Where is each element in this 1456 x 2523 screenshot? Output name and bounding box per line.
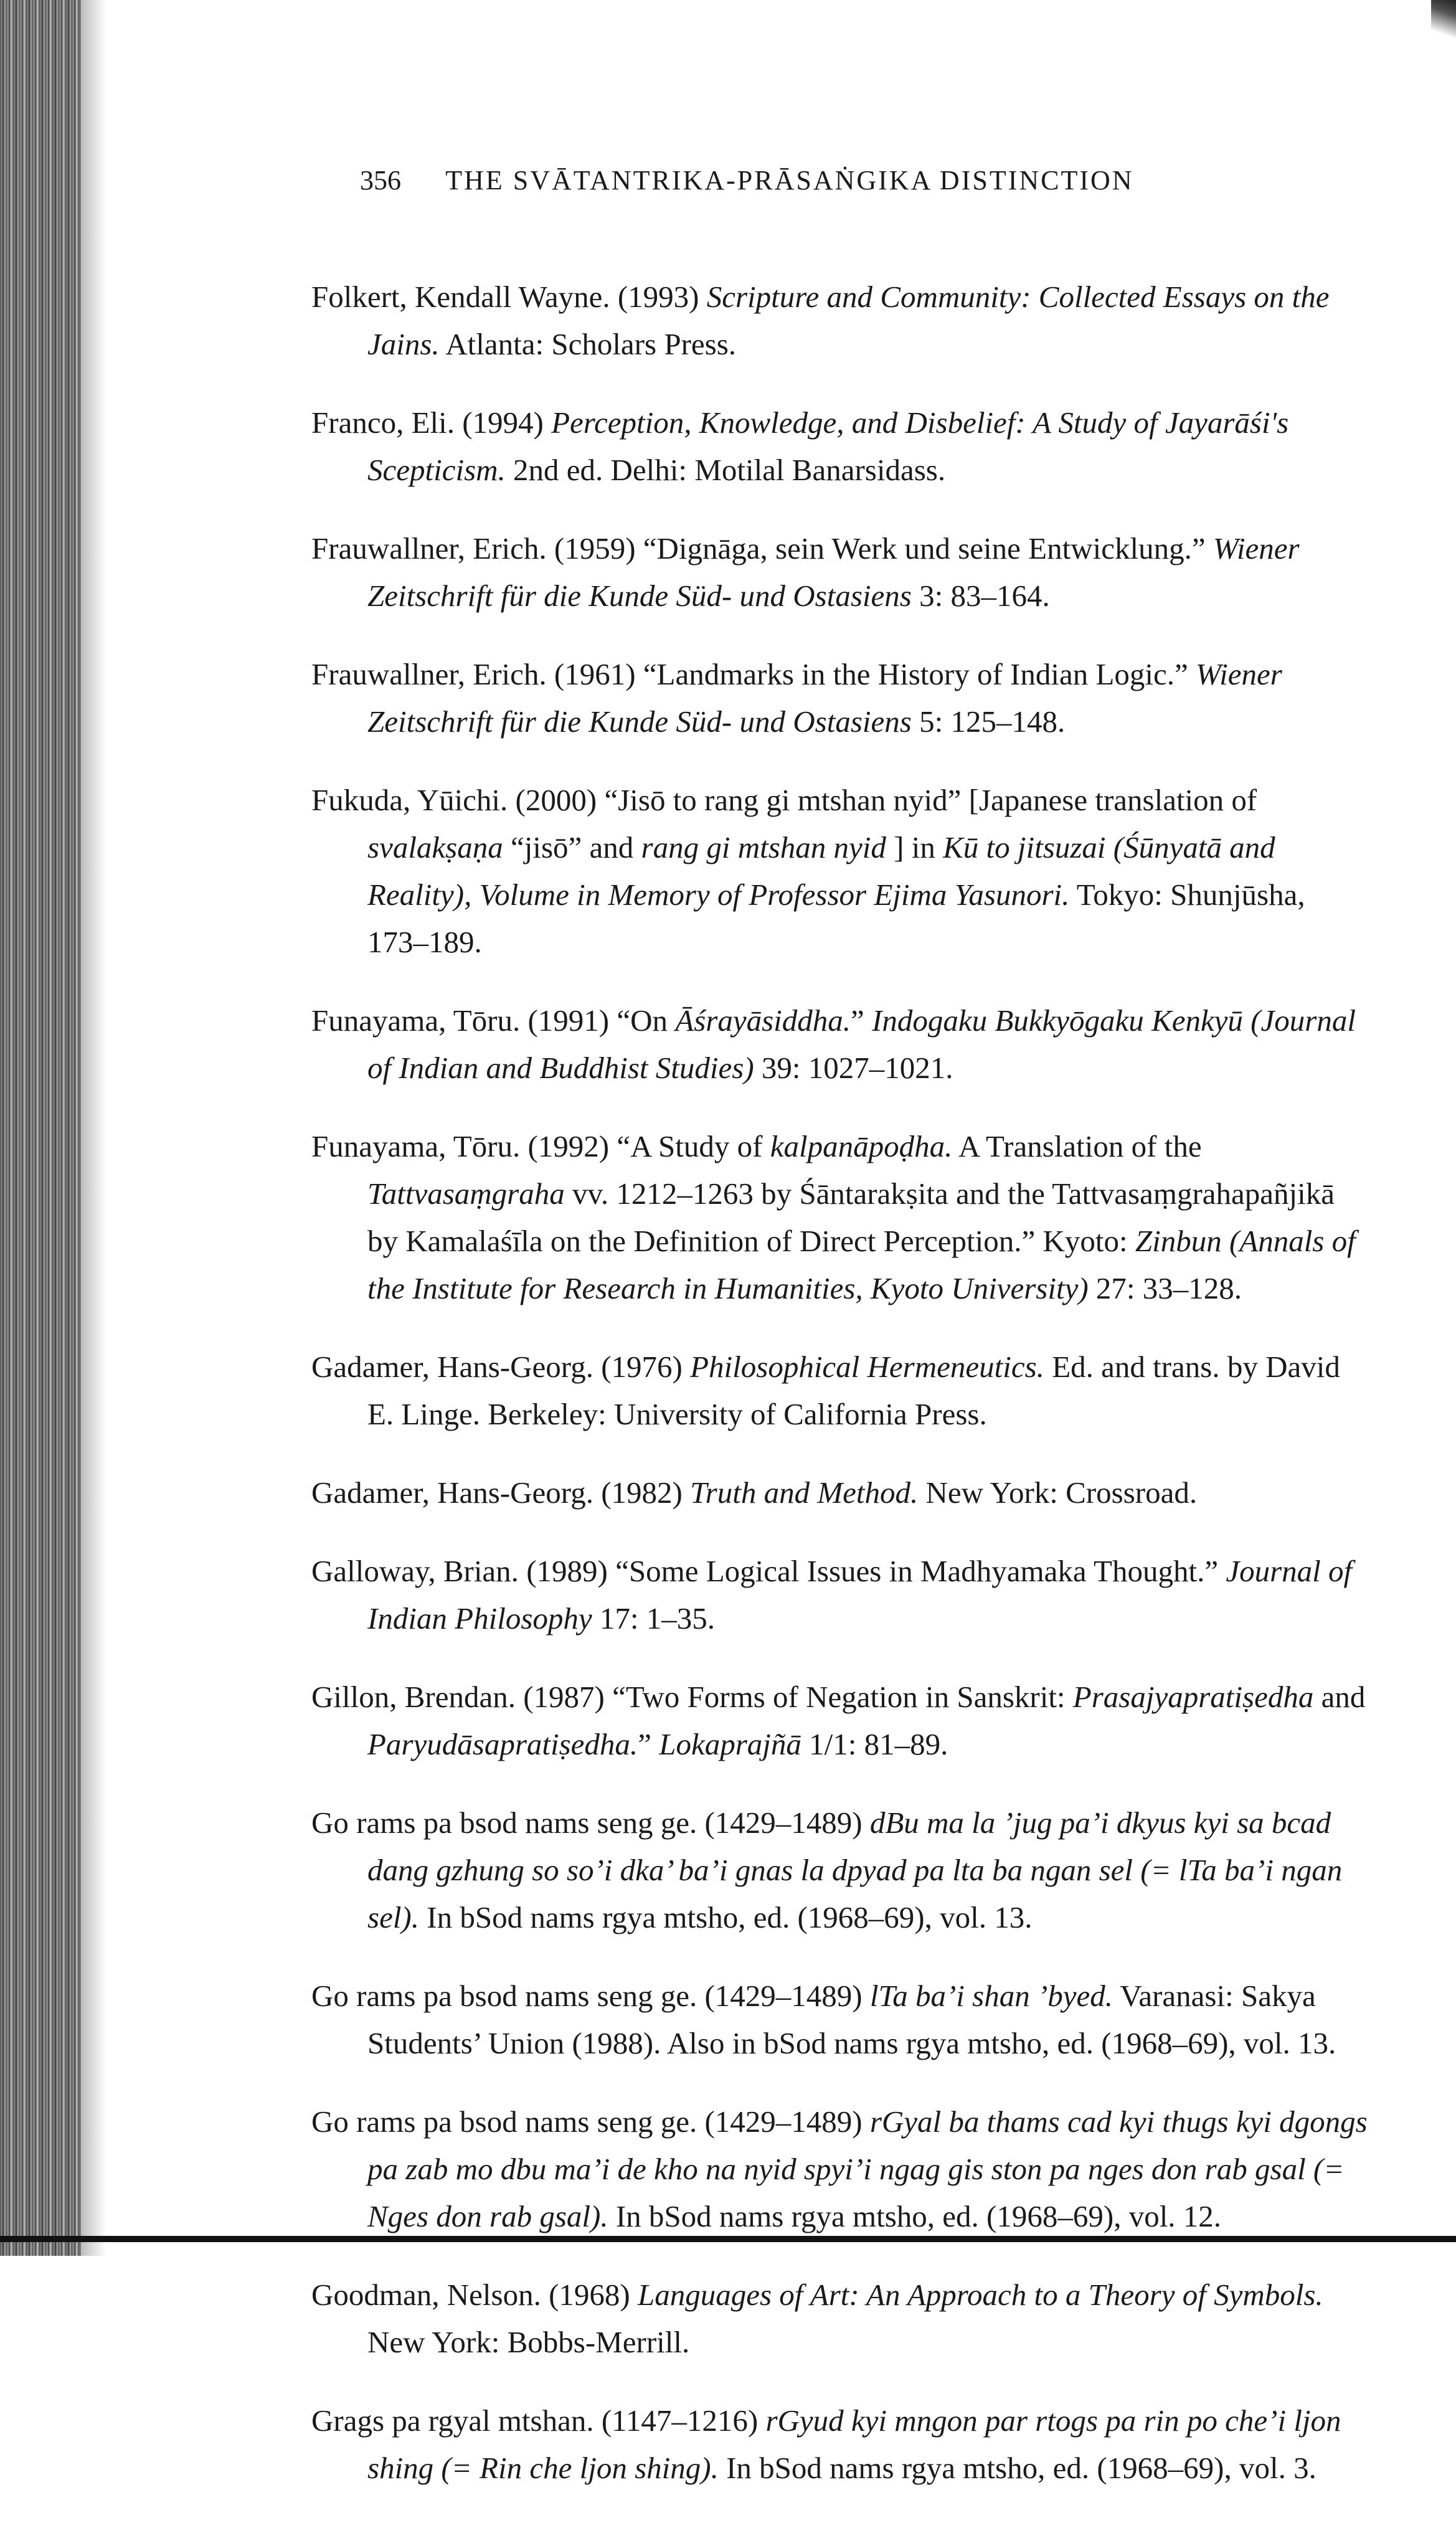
entry-year: (1429–1489)	[704, 1806, 863, 1840]
entry-mid: and	[1321, 1680, 1366, 1714]
entry-rest: New York: Bobbs-Merrill.	[367, 2325, 690, 2359]
entry-author: Goodman, Nelson.	[311, 2278, 541, 2312]
entry-title: Philosophical Hermeneutics.	[690, 1350, 1044, 1384]
entry-title3: Lokaprajñā	[659, 1727, 801, 1761]
bibliography-entry	[311, 651, 1370, 746]
entry-title2: rang gi mtshan nyid	[641, 830, 886, 864]
entry-author: Gillon, Brendan.	[311, 1680, 516, 1714]
running-title: THE SVĀTANTRIKA-PRĀSAṄGIKA DISTINCTION	[445, 165, 1134, 196]
entry-mid2: ”	[638, 1727, 651, 1761]
entry-rest: Varanasi: Sakya Students’ Union (1988). Also in bSod nams rgya mtsho, ed. (1968–69), vol. 13.	[367, 1979, 1336, 2060]
entry-title: Journal of Indian Philosophy	[367, 1554, 1353, 1635]
scan-corner-mark	[1431, 0, 1456, 56]
entry-year: (1989)	[526, 1554, 608, 1588]
entry-year: (1968)	[549, 2278, 630, 2312]
entry-title: rGyal ba thams cad kyi thugs kyi dgongs pa zab mo dbu ma’i de kho na nyid spyi’i ngag gis ston pa nges don rab gsal (= Nges don rab gsal).	[367, 2104, 1368, 2233]
entry-title: Truth and Method.	[690, 1475, 919, 1510]
bibliography-entry	[311, 1123, 1370, 1312]
entry-author: Franco, Eli.	[311, 405, 455, 440]
entry-rest: 2nd ed. Delhi: Motilal Banarsidass.	[513, 453, 946, 487]
bibliography-entry	[311, 273, 1370, 368]
entry-title2: Paryudāsapratiṣedha.	[367, 1727, 638, 1761]
entry-rest: Atlanta: Scholars Press.	[445, 327, 737, 361]
entry-year: (1147–1216)	[601, 2403, 759, 2438]
bibliography-entry	[311, 2397, 1370, 2492]
bibliography-entry	[311, 525, 1370, 620]
entry-author: Frauwallner, Erich.	[311, 657, 547, 691]
entry-year: (2000)	[515, 783, 597, 817]
entry-title2: Indogaku Bukkyōgaku Kenkyū (Journal of Indian and Buddhist Studies)	[367, 1003, 1356, 1085]
bibliography-entry	[311, 2271, 1370, 2366]
entry-title3: Zinbun (Annals of the Institute for Research in Humanities, Kyoto University)	[367, 1224, 1356, 1305]
entry-mid: A Translation of the	[958, 1129, 1202, 1163]
entry-rest: 3: 83–164.	[919, 579, 1050, 613]
entry-title: rGyud kyi mngon par rtogs pa rin po che’i ljon shing (= Rin che ljon shing).	[367, 2403, 1341, 2485]
entry-author: Gadamer, Hans-Georg.	[311, 1350, 593, 1384]
entry-year: (1993)	[617, 280, 699, 314]
entry-year: (1994)	[462, 405, 544, 440]
entry-author: Fukuda, Yūichi.	[311, 783, 508, 817]
entry-title: Perception, Knowledge, and Disbelief: A Study of Jayarāśi's Scepticism.	[367, 405, 1289, 487]
entry-year: (1976)	[601, 1350, 683, 1384]
entry-author: Folkert, Kendall Wayne.	[311, 280, 610, 314]
bibliography-entry	[311, 2098, 1370, 2240]
entry-pre: “Two Forms of Negation in Sanskrit:	[612, 1680, 1066, 1714]
entry-pre: “Some Logical Issues in Madhyamaka Thought.”	[615, 1554, 1219, 1588]
entry-mid2: ] in	[894, 830, 935, 864]
entry-mid: “jisō” and	[511, 830, 634, 864]
entry-rest: New York: Crossroad.	[925, 1475, 1198, 1510]
entry-title: dBu ma la ’jug pa’i dkyus kyi sa bcad dang gzhung so so’i dka’ ba’i gnas la dpyad pa lta ba ngan sel (= lTa ba’i ngan sel).	[367, 1806, 1343, 1934]
bibliography-entry	[311, 1673, 1370, 1768]
entry-rest: In bSod nams rgya mtsho, ed. (1968–69), vol. 12.	[615, 2199, 1222, 2233]
entry-author: Go rams pa bsod nams seng ge.	[311, 1979, 697, 2013]
entry-rest: 39: 1027–1021.	[761, 1051, 953, 1085]
entry-title: svalakṣaṇa	[367, 830, 503, 864]
entry-pre: “Jisō to rang gi mtshan nyid” [Japanese translation of	[604, 783, 1257, 817]
entry-year: (1961)	[554, 657, 636, 691]
bibliography-entry	[311, 1469, 1370, 1517]
bibliography-entry	[311, 1548, 1370, 1642]
entry-pre: “Dignāga, sein Werk und seine Entwicklung.”	[643, 531, 1206, 566]
bibliography-entry	[311, 1343, 1370, 1438]
entry-rest: 27: 33–128.	[1095, 1271, 1242, 1305]
page-number: 356	[360, 165, 401, 196]
bibliography-entry	[311, 399, 1370, 494]
entry-rest: In bSod nams rgya mtsho, ed. (1968–69), vol. 3.	[726, 2451, 1317, 2485]
entry-pre: “A Study of	[617, 1129, 763, 1163]
entry-rest: 1/1: 81–89.	[809, 1727, 948, 1761]
entry-rest: Tokyo: Shunjūsha, 173–189.	[367, 878, 1305, 959]
bibliography-list	[311, 243, 1370, 2523]
entry-author: Go rams pa bsod nams seng ge.	[311, 1806, 697, 1840]
entry-rest: 17: 1–35.	[599, 1601, 716, 1635]
entry-author: Funayama, Tōru.	[311, 1129, 521, 1163]
entry-pre: “Landmarks in the History of Indian Logic.”	[643, 657, 1188, 691]
entry-author: Grags pa rgyal mtshan.	[311, 2403, 594, 2438]
scan-bottom-edge	[0, 2236, 1456, 2242]
entry-title: lTa ba’i shan ’byed.	[869, 1979, 1113, 2013]
entry-year: (1429–1489)	[704, 2104, 863, 2139]
entry-title: Scripture and Community: Collected Essays on the Jains.	[367, 280, 1330, 361]
entry-year: (1991)	[527, 1003, 610, 1038]
entry-year: (1987)	[523, 1680, 605, 1714]
entry-mid2: vv. 1212–1263 by Śāntarakṣita and the Tattvasaṃgrahapañjikā by Kamalaśīla on the Definition of Direct Perception.” Kyoto:	[367, 1176, 1335, 1258]
entry-author: Frauwallner, Erich.	[311, 531, 547, 566]
entry-year: (1992)	[527, 1129, 610, 1163]
running-head	[360, 164, 1369, 196]
entry-title3: Kū to jitsuzai (Śūnyatā and Reality), Volume in Memory of Professor Ejima Yasunori.	[367, 830, 1275, 912]
entry-title: kalpanāpoḍha.	[770, 1129, 953, 1163]
bibliography-entry	[311, 1799, 1370, 1941]
bibliography-entry	[311, 1972, 1370, 2067]
entry-mid: ”	[851, 1003, 864, 1038]
entry-title2: Tattvasaṃgraha	[367, 1176, 565, 1211]
entry-year: (1982)	[601, 1475, 683, 1510]
entry-author: Gadamer, Hans-Georg.	[311, 1475, 593, 1510]
entry-title: Prasajyapratiṣedha	[1072, 1680, 1314, 1714]
entry-author: Funayama, Tōru.	[311, 1003, 521, 1038]
bibliography-entry	[311, 997, 1370, 1092]
entry-rest: 5: 125–148.	[919, 704, 1066, 739]
bibliography-entry	[311, 777, 1370, 966]
entry-year: (1959)	[554, 531, 636, 566]
entry-author: Galloway, Brian.	[311, 1554, 519, 1588]
entry-rest: Ed. and trans. by David E. Linge. Berkeley: University of California Press.	[367, 1350, 1340, 1431]
entry-pre: “On	[617, 1003, 668, 1038]
scan-edge-shadow	[81, 0, 106, 2256]
entry-year: (1429–1489)	[704, 1979, 863, 2013]
entry-rest: In bSod nams rgya mtsho, ed. (1968–69), vol. 13.	[427, 1900, 1033, 1934]
entry-title: Wiener Zeitschrift für die Kunde Süd- und Ostasiens	[367, 657, 1282, 739]
entry-author: Go rams pa bsod nams seng ge.	[311, 2104, 697, 2139]
entry-title: Languages of Art: An Approach to a Theory of Symbols.	[637, 2278, 1323, 2312]
scan-binding-edge	[0, 0, 81, 2256]
entry-title: Āśrayāsiddha.	[675, 1003, 851, 1038]
entry-title: Wiener Zeitschrift für die Kunde Süd- und Ostasiens	[367, 531, 1300, 613]
